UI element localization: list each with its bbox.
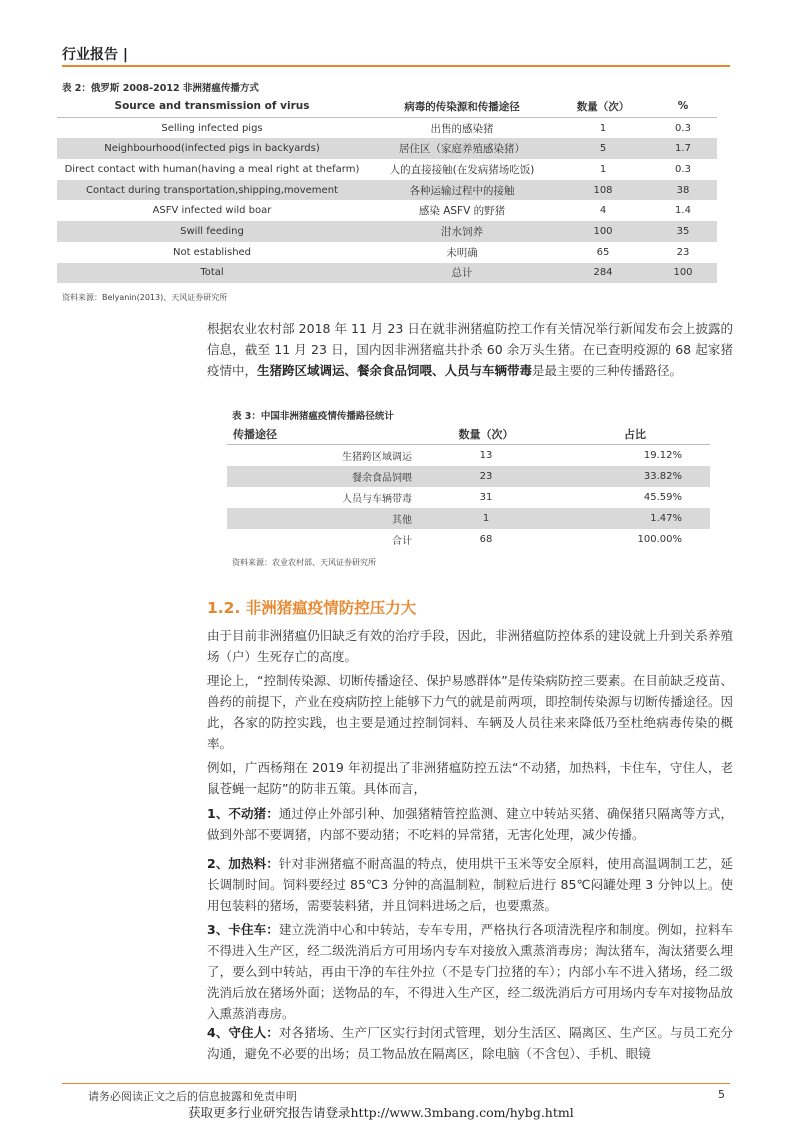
cell-count: 5 — [557, 138, 649, 159]
cell-source-cn: 未明确 — [446, 246, 478, 259]
cell-source-cn: 感染 ASFV 的野猪 — [418, 205, 506, 218]
cell-count: 4 — [599, 205, 607, 217]
cell-source-en: Not established — [172, 246, 252, 258]
measure-text: 对各猪场、生产厂区实行封闭式管理，划分生活区、隔离区、生产区。与员工充分沟通，避免不必要的出场；员工物品放在隔离区，除电脑（不含包）、手机、眼镜 — [207, 1025, 733, 1061]
table3-source: 资料来源：农业农村部、天风证券研究所 — [232, 558, 376, 567]
cell-route: 其他 — [227, 508, 412, 529]
table-row — [57, 138, 717, 159]
cell-count: 31 — [479, 492, 493, 503]
cell-source-en: Neighbourhood(infected pigs in backyards) — [57, 138, 367, 159]
cell-source-cn: 总计 — [367, 263, 557, 284]
table-row — [227, 508, 710, 529]
section-title: 1.2. 非洲猪瘟疫情防控压力大 — [207, 599, 417, 617]
cell-count: 108 — [557, 180, 649, 201]
cell-percent: 1.4 — [675, 205, 691, 217]
cell-source-cn: 人的直接接触(在发病猪场吃饭) — [389, 163, 535, 176]
cell-source-cn: 泔水饲养 — [367, 221, 557, 242]
report-header-title: 行业报告 | — [62, 47, 128, 63]
col-header-count: 数量（次） — [557, 96, 649, 117]
cell-count: 284 — [557, 263, 649, 284]
cell-percent: 0.3 — [649, 117, 717, 138]
cell-count: 1 — [412, 508, 560, 529]
intro-bold-text: 生猪跨区域调运、餐余食品饲喂、人员与车辆带毒 — [257, 363, 533, 378]
cell-share: 19.12% — [643, 450, 682, 461]
table-row — [227, 487, 710, 508]
page-number: 5 — [718, 1088, 725, 1101]
intro-text-before: 根据农业农村部 2018 年 11 月 23 日在就非洲猪瘟防控工作有关情况举行新闻发布会上披露的信息，截至 11 月 23 日，国内因非洲猪瘟共扑杀 60 余万头生猪。在已查明疫源的 68 起家猪疫情中， — [207, 321, 733, 378]
cell-count: 68 — [479, 534, 493, 545]
table-row — [57, 221, 717, 242]
measure-item — [207, 853, 733, 916]
cell-source-en: Contact during transportation,shipping,movement — [57, 180, 367, 201]
col-header-route: 传播途径 — [227, 423, 412, 445]
cell-route: 人员与车辆带毒 — [342, 494, 412, 505]
cell-source-cn: 居住区（家庭养殖感染猪） — [367, 138, 557, 159]
measure-lead: 1、不动猪： — [207, 806, 279, 821]
header-divider — [62, 65, 730, 67]
col-header-source-en: Source and transmission of virus — [57, 96, 367, 117]
col-header-share: 占比 — [560, 423, 710, 445]
cell-percent: 23 — [676, 246, 690, 258]
table-header-row — [227, 423, 710, 445]
cell-share: 1.47% — [560, 508, 710, 529]
measure-lead: 3、卡住车： — [207, 922, 279, 937]
intro-text-after: 是最主要的三种传播路径。 — [532, 363, 683, 378]
body-paragraph: 由于目前非洲猪瘟仍旧缺乏有效的治疗手段，因此，非洲猪瘟防控体系的建设就上升到关系养殖场（户）生死存亡的高度。 — [207, 628, 733, 664]
table-china-transmission — [227, 423, 710, 550]
measure-item — [207, 919, 733, 1024]
col-header-source-cn: 病毒的传染源和传播途径 — [367, 96, 557, 117]
cell-route: 合计 — [392, 536, 412, 547]
measure-item — [207, 803, 733, 845]
footer-promo-link[interactable]: 获取更多行业研究报告请登录http://www.3mbang.com/hybg.html — [188, 1105, 574, 1120]
table-row — [57, 159, 717, 180]
table-total-row — [57, 263, 717, 284]
table-header-row — [57, 96, 717, 117]
cell-percent: 38 — [649, 180, 717, 201]
cell-percent: 1.7 — [649, 138, 717, 159]
cell-share: 100.00% — [637, 534, 682, 545]
cell-route: 餐余食品饲喂 — [227, 466, 412, 487]
measure-text: 通过停止外部引种、加强猪精管控监测、建立中转站买猪、确保猪只隔离等方式，做到外部不要调猪，内部不要动猪；不吃料的异常猪，无害化处理，减少传播。 — [207, 806, 733, 842]
cell-source-en: Direct contact with human(having a meal right at thefarm) — [64, 163, 360, 175]
measure-lead: 4、守住人： — [207, 1025, 279, 1040]
cell-count: 1 — [599, 163, 607, 175]
cell-percent: 0.3 — [675, 163, 691, 175]
cell-route: 生猪跨区域调运 — [342, 452, 412, 463]
cell-count: 13 — [479, 450, 493, 461]
body-paragraph: 理论上，“控制传染源、切断传播途径、保护易感群体”是传染病防控三要素。在目前缺乏疫苗、兽药的前提下，产业在疫病防控上能够下力气的就是前两项，即控制传染源与切断传播途径。因此，各家的防控实践，也主要是通过控制饲料、车辆及人员往来来降低乃至杜绝病毒传染的概率。 — [207, 673, 733, 751]
cell-count: 1 — [557, 117, 649, 138]
table2-caption: 表 2：俄罗斯 2008-2012 非洲猪瘟传播方式 — [62, 83, 259, 94]
table3-caption: 表 3：中国非洲猪瘟疫情传播路径统计 — [232, 411, 394, 422]
cell-percent: 100 — [649, 263, 717, 284]
table-row — [227, 466, 710, 487]
cell-share: 33.82% — [560, 466, 710, 487]
cell-source-en: ASFV infected wild boar — [152, 205, 272, 217]
cell-percent: 35 — [649, 221, 717, 242]
cell-source-cn: 出售的感染猪 — [367, 117, 557, 138]
measure-lead: 2、加热料： — [207, 856, 279, 871]
cell-count: 23 — [412, 466, 560, 487]
measure-text: 建立洗消中心和中转站，专车专用，严格执行各项清洗程序和制度。例如，拉料车不得进入生产区，经二级洗消后方可用场内专车对接放入熏蒸消毒房；淘汰猪车，淘汰猪要么埋了，要么到中转站，再由干净的车往外拉（不是专门拉猪的车）；内部小车不进入猪场，经二级洗消后放在猪场外面；送物品的车，不得进入生产区，经二级洗消后方可用场内专车对接物品放入熏蒸消毒房。 — [207, 922, 733, 1021]
cell-count: 65 — [596, 246, 610, 258]
table-row — [57, 200, 717, 221]
cell-source-cn: 各种运输过程中的接触 — [367, 180, 557, 201]
table-row — [227, 445, 710, 467]
cell-share: 45.59% — [643, 492, 682, 503]
table-row — [57, 117, 717, 138]
table-row — [57, 180, 717, 201]
intro-paragraph — [207, 318, 733, 381]
cell-source-en: Total — [57, 263, 367, 284]
cell-count: 100 — [557, 221, 649, 242]
cell-source-en: Swill feeding — [57, 221, 367, 242]
footer-divider — [62, 1083, 730, 1084]
col-header-percent: % — [649, 96, 717, 117]
table2-source: 资料来源：Belyanin(2013)、天风证券研究所 — [62, 293, 228, 302]
table-russia-transmission — [57, 96, 717, 283]
measure-item — [207, 1022, 733, 1064]
body-paragraph: 例如，广西杨翔在 2019 年初提出了非洲猪瘟防控五法“不动猪，加热料，卡住车，守住人，老鼠苍蝇一起防”的防非五策。具体而言， — [207, 760, 733, 796]
cell-source-en: Selling infected pigs — [57, 117, 367, 138]
col-header-count: 数量（次） — [412, 423, 560, 445]
table-row — [57, 242, 717, 263]
table-total-row — [227, 529, 710, 550]
measure-text: 针对非洲猪瘟不耐高温的特点，使用烘干玉米等安全原料，使用高温调制工艺，延长调制时间。饲料要经过 85℃3 分钟的高温制粒，制粒后进行 85℃闷罐处理 3 分钟以上。使用包装料的猪场，需要装料猪，并且饲料进场之后，也要熏蒸。 — [207, 856, 733, 913]
footer-disclaimer: 请务必阅读正文之后的信息披露和免责申明 — [88, 1090, 297, 1103]
